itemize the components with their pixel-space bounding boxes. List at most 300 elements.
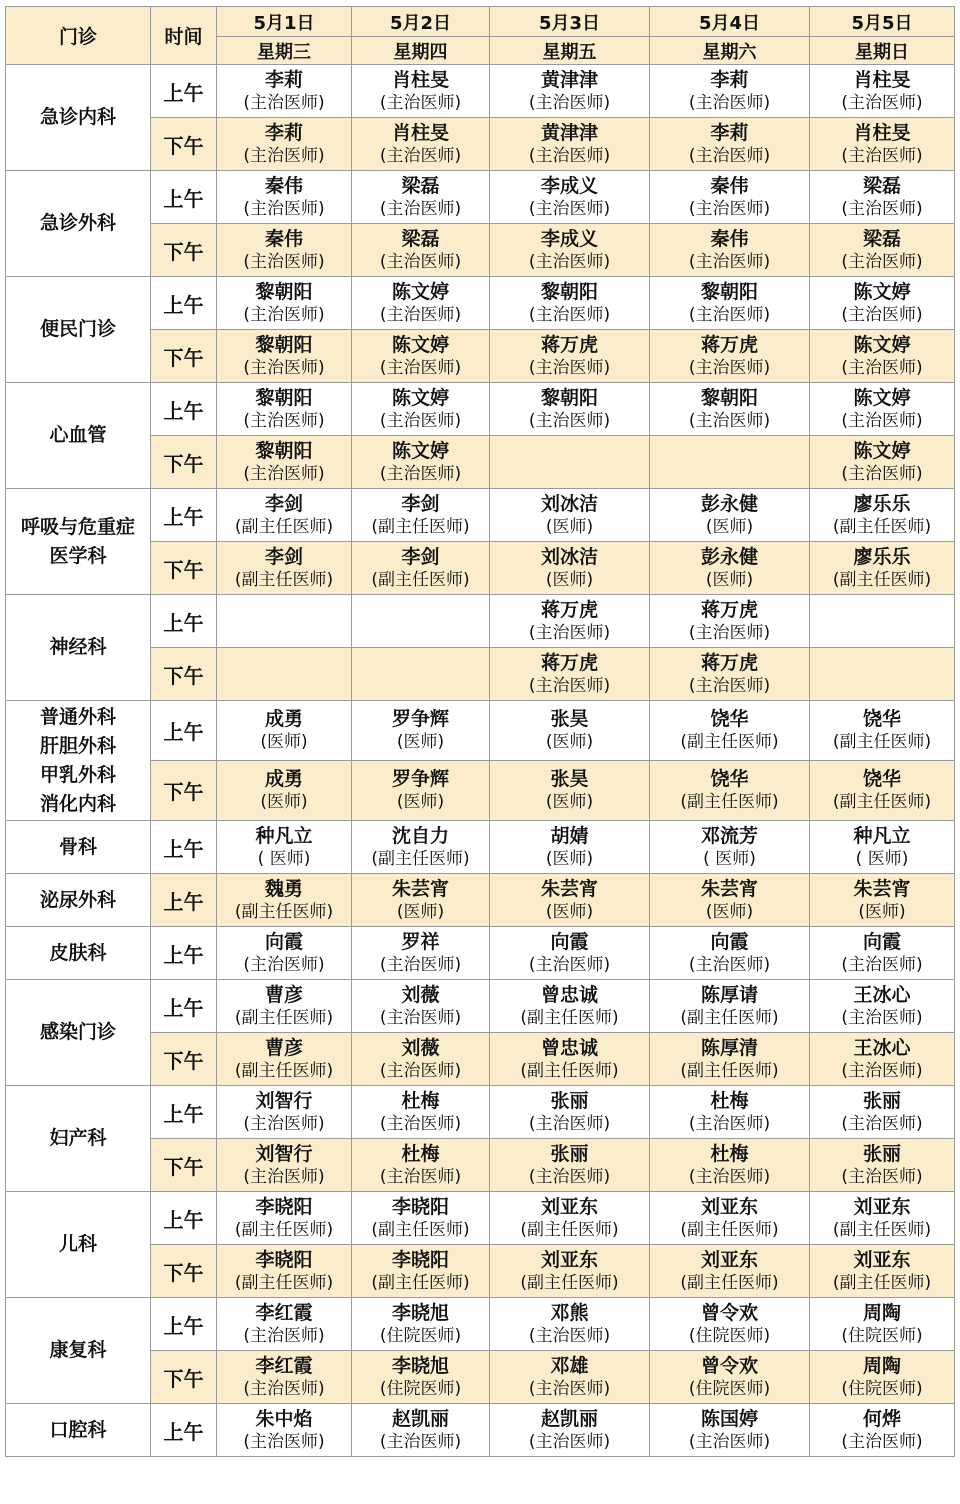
- department-cell: [6, 595, 151, 701]
- department-name-line: 便民门诊: [39, 318, 116, 340]
- session-time-cell: 上午: [151, 1192, 217, 1245]
- doctor-name: 曾忠诚: [540, 983, 598, 1006]
- doctor-cell: [810, 1298, 955, 1351]
- doctor-title: (主治医师): [379, 198, 462, 219]
- session-time-cell: 下午: [151, 648, 217, 701]
- doctor-cell: [352, 65, 490, 118]
- doctor-name: 蒋万虎: [700, 333, 758, 356]
- doctor-title: (主治医师): [528, 304, 611, 325]
- doctor-name: 种凡立: [853, 824, 911, 847]
- doctor-cell: [217, 542, 352, 595]
- doctor-name: 张昊: [550, 708, 589, 730]
- doctor-title: (副主任医师): [680, 732, 779, 752]
- doctor-name: 罗争辉: [391, 768, 449, 790]
- department-cell: [6, 171, 151, 277]
- doctor-title: (主治医师): [841, 92, 923, 113]
- table-row: [6, 1086, 955, 1139]
- doctor-name: 刘亚东: [540, 1248, 598, 1271]
- doctor-name: 饶华: [862, 708, 901, 730]
- session-time-cell: 下午: [151, 436, 217, 489]
- department-cell: [6, 489, 151, 595]
- doctor-cell: [810, 224, 955, 277]
- doctor-title: (医师): [858, 901, 906, 922]
- doctor-title: (主治医师): [841, 198, 923, 219]
- doctor-cell: [810, 489, 955, 542]
- doctor-title: (主治医师): [379, 1431, 462, 1452]
- doctor-title: (主治医师): [688, 675, 771, 696]
- doctor-title: (住院医师): [688, 1325, 771, 1346]
- doctor-name: 廖乐乐: [853, 545, 911, 568]
- session-time-cell: 下午: [151, 1139, 217, 1192]
- doctor-name: 曾忠诚: [540, 1036, 598, 1059]
- doctor-title: (主治医师): [688, 198, 771, 219]
- doctor-cell: [217, 1192, 352, 1245]
- doctor-name: 饶华: [862, 768, 901, 790]
- doctor-cell: [217, 595, 352, 648]
- doctor-title: (主治医师): [688, 357, 771, 378]
- table-row: [6, 701, 955, 761]
- department-cell: [6, 1404, 151, 1457]
- doctor-cell: [352, 1245, 490, 1298]
- doctor-cell: [490, 277, 650, 330]
- doctor-name: 成勇: [264, 768, 303, 790]
- table-row: [6, 874, 955, 927]
- department-name-line: 骨科: [58, 835, 97, 858]
- doctor-cell: [217, 821, 352, 874]
- doctor-title: (主治医师): [688, 1113, 771, 1134]
- table-row: [6, 1404, 955, 1457]
- doctor-name: 秦伟: [710, 227, 749, 250]
- doctor-cell: [217, 761, 352, 821]
- doctor-title: (副主任医师): [832, 1219, 932, 1240]
- doctor-cell: [650, 383, 810, 436]
- doctor-cell: [810, 383, 955, 436]
- doctor-name: 黎朝阳: [255, 280, 313, 303]
- department-name-line: 心血管: [49, 424, 107, 446]
- weekday-header: 星期日: [810, 37, 955, 65]
- doctor-title: (主治医师): [688, 954, 771, 975]
- doctor-cell: [352, 542, 490, 595]
- doctor-title: (住院医师): [379, 1325, 462, 1346]
- doctor-title: (副主任医师): [680, 792, 779, 812]
- doctor-title: ( 医师): [703, 848, 756, 869]
- doctor-cell: [650, 1033, 810, 1086]
- doctor-cell: [490, 1404, 650, 1457]
- doctor-title: (住院医师): [841, 1378, 923, 1399]
- doctor-name: 梁磊: [862, 174, 901, 197]
- doctor-name: 朱芸宵: [853, 877, 911, 900]
- doctor-cell: [217, 1139, 352, 1192]
- doctor-title: (主治医师): [528, 1378, 611, 1399]
- doctor-name: 张丽: [862, 1142, 901, 1165]
- doctor-cell: [352, 1298, 490, 1351]
- doctor-title: (医师): [545, 901, 594, 922]
- doctor-cell: [352, 118, 490, 171]
- doctor-title: (主治医师): [528, 198, 611, 219]
- doctor-title: (主治医师): [379, 1166, 462, 1187]
- department-name-line: 泌尿外科: [39, 888, 116, 911]
- doctor-cell: [490, 436, 650, 489]
- doctor-cell: [352, 330, 490, 383]
- doctor-title: (主治医师): [528, 622, 611, 643]
- doctor-name: 刘薇: [401, 983, 440, 1006]
- doctor-cell: [352, 1086, 490, 1139]
- doctor-name: 李剑: [401, 545, 440, 568]
- doctor-cell: [810, 761, 955, 821]
- doctor-cell: [352, 927, 490, 980]
- doctor-title: (主治医师): [528, 1113, 611, 1134]
- doctor-cell: [352, 761, 490, 821]
- doctor-cell: [352, 821, 490, 874]
- doctor-name: 李成义: [540, 227, 598, 250]
- session-time-cell: 下午: [151, 1351, 217, 1404]
- department-name-line: 急诊内科: [39, 106, 116, 128]
- doctor-name: 向霞: [710, 930, 749, 953]
- doctor-name: 朱芸宵: [391, 877, 449, 900]
- doctor-title: (主治医师): [528, 92, 611, 113]
- doctor-title: (副主任医师): [234, 1272, 334, 1293]
- doctor-cell: [217, 277, 352, 330]
- doctor-cell: [217, 927, 352, 980]
- doctor-title: (主治医师): [841, 410, 923, 431]
- doctor-name: 张丽: [550, 1089, 589, 1112]
- doctor-cell: [650, 1245, 810, 1298]
- doctor-cell: [810, 1086, 955, 1139]
- doctor-name: 饶华: [710, 708, 749, 730]
- department-cell: [6, 1192, 151, 1298]
- doctor-title: (副主任医师): [520, 1060, 619, 1081]
- doctor-name: 朱芸宵: [540, 877, 598, 900]
- doctor-name: 曹彦: [264, 1036, 303, 1059]
- session-time-cell: 上午: [151, 383, 217, 436]
- doctor-title: (副主任医师): [520, 1272, 619, 1293]
- doctor-title: (副主任医师): [371, 848, 470, 869]
- doctor-cell: [352, 1139, 490, 1192]
- doctor-title: (主治医师): [243, 198, 325, 219]
- doctor-cell: [650, 65, 810, 118]
- doctor-name: 黎朝阳: [700, 386, 758, 409]
- date-header: 5月1日: [217, 7, 352, 37]
- dept-column-header: 门诊: [6, 7, 151, 65]
- doctor-name: 李莉: [264, 68, 303, 91]
- doctor-title: (主治医师): [688, 145, 771, 166]
- doctor-cell: [352, 171, 490, 224]
- doctor-cell: [217, 1298, 352, 1351]
- doctor-cell: [810, 1033, 955, 1086]
- doctor-cell: [810, 542, 955, 595]
- doctor-cell: [490, 874, 650, 927]
- doctor-title: (医师): [396, 792, 445, 812]
- doctor-name: 刘智行: [255, 1089, 313, 1112]
- doctor-title: (主治医师): [841, 1431, 923, 1452]
- doctor-cell: [810, 1192, 955, 1245]
- session-time-cell: 下午: [151, 224, 217, 277]
- doctor-title: (主治医师): [841, 145, 923, 166]
- doctor-title: (主治医师): [841, 463, 923, 484]
- doctor-name: 陈文婷: [391, 386, 449, 409]
- doctor-name: 陈文婷: [391, 280, 449, 303]
- doctor-cell: [650, 277, 810, 330]
- doctor-cell: [650, 171, 810, 224]
- doctor-cell: [217, 489, 352, 542]
- doctor-cell: [650, 821, 810, 874]
- doctor-cell: [490, 648, 650, 701]
- doctor-cell: [810, 65, 955, 118]
- doctor-name: 杜梅: [401, 1142, 440, 1165]
- doctor-title: (主治医师): [243, 1378, 325, 1399]
- doctor-cell: [650, 761, 810, 821]
- department-name-line: 儿科: [58, 1233, 97, 1255]
- doctor-cell: [810, 821, 955, 874]
- doctor-cell: [352, 980, 490, 1033]
- schedule-body: [6, 65, 955, 1457]
- doctor-title: ( 医师): [257, 848, 311, 869]
- doctor-cell: [490, 65, 650, 118]
- department-name-line: 急诊外科: [39, 212, 116, 234]
- doctor-title: (主治医师): [841, 251, 923, 272]
- doctor-name: 张丽: [550, 1142, 589, 1165]
- doctor-name: 张丽: [862, 1089, 901, 1112]
- doctor-title: (医师): [705, 569, 754, 590]
- doctor-cell: [810, 980, 955, 1033]
- doctor-name: 黄津津: [540, 121, 598, 144]
- doctor-name: 沈自力: [391, 824, 449, 847]
- doctor-title: (医师): [545, 569, 594, 590]
- doctor-title: (副主任医师): [371, 1272, 470, 1293]
- doctor-cell: [217, 171, 352, 224]
- doctor-cell: [490, 927, 650, 980]
- doctor-title: (医师): [545, 732, 594, 752]
- doctor-title: (主治医师): [528, 1325, 611, 1346]
- doctor-name: 梁磊: [401, 227, 440, 250]
- doctor-title: (主治医师): [528, 410, 611, 431]
- doctor-cell: [490, 1351, 650, 1404]
- doctor-title: (主治医师): [379, 1007, 462, 1028]
- doctor-name: 刘亚东: [540, 1195, 598, 1218]
- doctor-name: 黎朝阳: [700, 280, 758, 303]
- doctor-title: (主治医师): [688, 410, 771, 431]
- doctor-name: 陈文婷: [853, 439, 911, 462]
- doctor-title: (主治医师): [379, 304, 462, 325]
- date-header: 5月2日: [352, 7, 490, 37]
- session-time-cell: 上午: [151, 1298, 217, 1351]
- doctor-title: (医师): [545, 848, 594, 869]
- doctor-cell: [217, 65, 352, 118]
- doctor-name: 李成义: [540, 174, 598, 197]
- doctor-cell: [217, 1351, 352, 1404]
- doctor-cell: [352, 1404, 490, 1457]
- doctor-title: (主治医师): [243, 92, 325, 113]
- doctor-cell: [650, 1404, 810, 1457]
- doctor-title: (住院医师): [688, 1378, 771, 1399]
- department-name-line: 感染门诊: [39, 1021, 116, 1043]
- doctor-title: (医师): [396, 901, 445, 922]
- doctor-cell: [810, 874, 955, 927]
- doctor-cell: [490, 383, 650, 436]
- doctor-cell: [650, 1192, 810, 1245]
- time-column-header: 时间: [151, 7, 217, 65]
- doctor-cell: [490, 171, 650, 224]
- doctor-name: 邓流芳: [700, 824, 758, 847]
- doctor-name: 陈文婷: [391, 439, 449, 462]
- doctor-title: (副主任医师): [832, 1272, 932, 1293]
- doctor-name: 魏勇: [264, 877, 303, 900]
- doctor-cell: [650, 1298, 810, 1351]
- doctor-name: 曾令欢: [700, 1354, 758, 1377]
- department-name-line: 普通外科: [39, 705, 116, 728]
- table-row: [6, 65, 955, 118]
- doctor-title: (主治医师): [379, 251, 462, 272]
- doctor-cell: [490, 1033, 650, 1086]
- doctor-name: 李红霞: [255, 1354, 313, 1377]
- doctor-cell: [352, 874, 490, 927]
- doctor-title: (医师): [705, 516, 754, 537]
- doctor-title: (医师): [260, 732, 308, 752]
- doctor-name: 黎朝阳: [540, 386, 598, 409]
- doctor-cell: [490, 1086, 650, 1139]
- duty-schedule-table: [5, 6, 955, 1457]
- doctor-name: 李莉: [710, 68, 749, 91]
- doctor-title: (副主任医师): [680, 1060, 779, 1081]
- doctor-title: (副主任医师): [832, 516, 932, 537]
- session-time-cell: 上午: [151, 701, 217, 761]
- doctor-name: 秦伟: [264, 174, 303, 197]
- doctor-title: (副主任医师): [832, 792, 932, 812]
- doctor-title: (副主任医师): [234, 569, 334, 590]
- doctor-title: (主治医师): [243, 1431, 325, 1452]
- doctor-name: 陈厚请: [700, 983, 758, 1006]
- doctor-cell: [490, 1192, 650, 1245]
- session-time-cell: 上午: [151, 1086, 217, 1139]
- doctor-name: 曹彦: [264, 983, 303, 1006]
- doctor-name: 成勇: [264, 708, 303, 730]
- doctor-title: (主治医师): [841, 1060, 923, 1081]
- department-cell: [6, 1298, 151, 1404]
- doctor-name: 彭永健: [700, 492, 758, 515]
- doctor-cell: [217, 224, 352, 277]
- doctor-cell: [352, 383, 490, 436]
- doctor-title: (医师): [705, 901, 754, 922]
- table-row: [6, 980, 955, 1033]
- doctor-name: 李晓阳: [391, 1248, 449, 1271]
- doctor-cell: [490, 821, 650, 874]
- doctor-title: (副主任医师): [371, 1219, 470, 1240]
- doctor-cell: [810, 1351, 955, 1404]
- doctor-title: (副主任医师): [832, 732, 932, 752]
- doctor-title: (主治医师): [528, 954, 611, 975]
- doctor-name: 陈厚清: [700, 1036, 758, 1059]
- doctor-title: (主治医师): [243, 1166, 325, 1187]
- doctor-name: 杜梅: [710, 1089, 749, 1112]
- doctor-name: 李晓阳: [391, 1195, 449, 1218]
- doctor-cell: [490, 1245, 650, 1298]
- doctor-name: 陈文婷: [391, 333, 449, 356]
- doctor-name: 黎朝阳: [255, 439, 313, 462]
- doctor-name: 曾令欢: [700, 1301, 758, 1324]
- doctor-name: 邓熊: [550, 1301, 589, 1324]
- department-cell: [6, 874, 151, 927]
- doctor-cell: [352, 436, 490, 489]
- doctor-name: 朱中焰: [255, 1407, 313, 1430]
- header-row-dates: [6, 7, 955, 37]
- doctor-cell: [810, 1404, 955, 1457]
- doctor-title: (医师): [396, 732, 445, 752]
- doctor-title: (主治医师): [243, 410, 325, 431]
- doctor-cell: [217, 1404, 352, 1457]
- doctor-cell: [490, 489, 650, 542]
- doctor-name: 秦伟: [264, 227, 303, 250]
- doctor-title: (主治医师): [688, 1431, 771, 1452]
- doctor-title: (主治医师): [379, 410, 462, 431]
- session-time-cell: 下午: [151, 761, 217, 821]
- weekday-header: 星期三: [217, 37, 352, 65]
- doctor-cell: [650, 701, 810, 761]
- doctor-title: (主治医师): [379, 92, 462, 113]
- doctor-title: (主治医师): [528, 675, 611, 696]
- doctor-cell: [810, 330, 955, 383]
- doctor-name: 邓雄: [550, 1354, 589, 1377]
- doctor-title: (副主任医师): [371, 569, 470, 590]
- doctor-cell: [352, 1033, 490, 1086]
- doctor-name: 陈国婷: [700, 1407, 758, 1430]
- doctor-name: 李晓旭: [391, 1301, 449, 1324]
- doctor-cell: [810, 648, 955, 701]
- doctor-name: 肖柱旻: [853, 121, 911, 144]
- department-name-line: 肝胆外科: [39, 734, 116, 757]
- doctor-cell: [352, 277, 490, 330]
- doctor-title: (主治医师): [688, 1166, 771, 1187]
- doctor-title: (主治医师): [379, 357, 462, 378]
- doctor-title: (主治医师): [841, 1113, 923, 1134]
- doctor-cell: [490, 1298, 650, 1351]
- doctor-name: 李莉: [264, 121, 303, 144]
- doctor-name: 李剑: [401, 492, 440, 515]
- doctor-title: (主治医师): [243, 251, 325, 272]
- doctor-name: 蒋万虎: [700, 651, 758, 674]
- doctor-name: 刘亚东: [853, 1195, 911, 1218]
- session-time-cell: 下午: [151, 330, 217, 383]
- doctor-cell: [217, 330, 352, 383]
- doctor-name: 刘亚东: [853, 1248, 911, 1271]
- doctor-cell: [650, 330, 810, 383]
- department-name-line: 康复科: [49, 1339, 107, 1361]
- doctor-name: 周陶: [862, 1354, 901, 1377]
- doctor-name: 李红霞: [255, 1301, 313, 1324]
- doctor-cell: [650, 1351, 810, 1404]
- department-cell: [6, 277, 151, 383]
- department-name-line: 消化内科: [39, 792, 116, 815]
- doctor-title: (住院医师): [379, 1378, 462, 1399]
- doctor-cell: [217, 1086, 352, 1139]
- doctor-title: (副主任医师): [234, 901, 334, 922]
- table-row: [6, 1298, 955, 1351]
- doctor-title: (主治医师): [528, 1431, 611, 1452]
- table-row: [6, 821, 955, 874]
- session-time-cell: 上午: [151, 874, 217, 927]
- doctor-title: (副主任医师): [520, 1007, 619, 1028]
- doctor-name: 黎朝阳: [255, 386, 313, 409]
- doctor-title: ( 医师): [855, 848, 909, 869]
- table-row: [6, 595, 955, 648]
- doctor-name: 李剑: [264, 545, 303, 568]
- doctor-cell: [217, 980, 352, 1033]
- session-time-cell: 上午: [151, 277, 217, 330]
- doctor-title: (主治医师): [841, 1007, 923, 1028]
- doctor-name: 黎朝阳: [540, 280, 598, 303]
- department-cell: [6, 821, 151, 874]
- doctor-name: 胡婧: [550, 824, 589, 847]
- weekday-header: 星期五: [490, 37, 650, 65]
